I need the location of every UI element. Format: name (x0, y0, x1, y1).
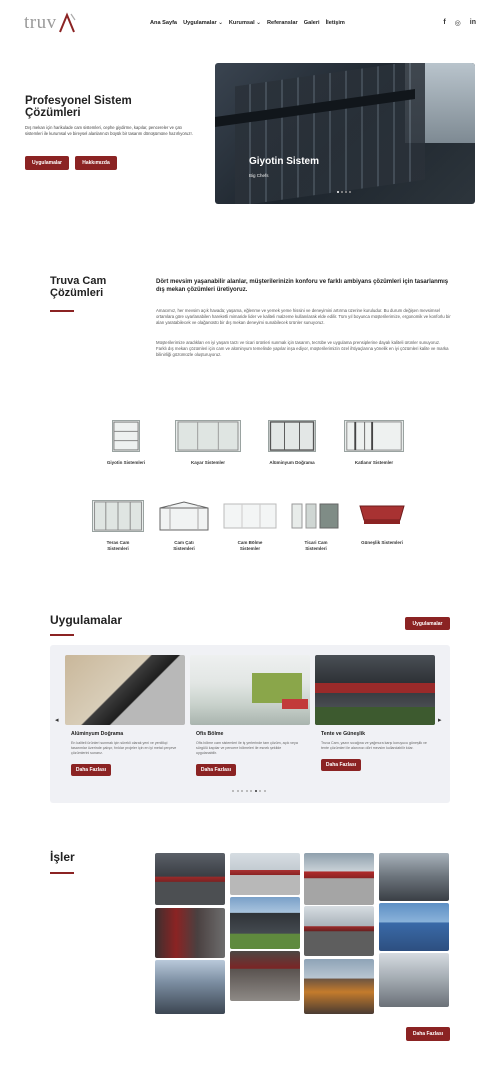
awning-icon (356, 500, 408, 532)
about-title: Truva Cam Çözümleri (50, 275, 107, 299)
glass-roof-icon (156, 500, 212, 532)
work-photo[interactable] (304, 906, 374, 956)
product-label: Cam Bölme Sistemler (237, 540, 263, 551)
product-label: Güneşlik Sistemleri (361, 540, 403, 545)
product-label: Katlanır Sistemler (354, 460, 394, 465)
logo-text: truv (24, 12, 57, 33)
main-nav (150, 20, 345, 26)
application-card[interactable] (190, 655, 310, 776)
product-aluminium[interactable] (260, 420, 324, 466)
product-label: Cam Çatı Sistemleri (173, 540, 195, 551)
social-links (443, 19, 476, 27)
product-folding[interactable] (340, 420, 408, 466)
card-more-button[interactable]: Daha Fazlası (196, 764, 236, 776)
work-photo[interactable] (379, 853, 449, 901)
carousel-next-icon[interactable]: ▸ (438, 717, 442, 724)
work-photo[interactable] (155, 908, 225, 958)
product-label: Alüminyum Doğrama (269, 460, 315, 465)
applications-title: Uygulamalar (50, 613, 123, 627)
about-paragraph-1: Amacımız, her mevsim açık havada; yaşama, eğlenme ve yemek yeme hissini ve deneyimini artırma üzerine kuruludur. Bu durum değişen mevsimsel ortamlara göre uyarlanabilen hareketli mimaride lider ve kaliteli malzeme kullanılarak elde edilir. Tüm yıl boyunca müşterilerimize, ergonomik ve konforlu bir alan yaratabilecek ve olağanüstü bir dış mekan deneyimi sunabilecek ürünler sunuyoruz. (156, 308, 451, 325)
about-title-underline (50, 310, 74, 312)
carousel-dots[interactable] (232, 790, 266, 792)
work-photo[interactable] (155, 853, 225, 905)
commercial-glass-icon (288, 500, 344, 532)
product-awning[interactable] (352, 500, 412, 546)
product-label: Kayar Sistemler (190, 460, 226, 465)
application-card[interactable] (65, 655, 185, 776)
slide-title: Giyotin Sistem (249, 156, 320, 167)
product-partition[interactable] (220, 500, 280, 551)
works-more-button[interactable]: Daha Fazlası (406, 1027, 450, 1041)
card-more-button[interactable]: Daha Fazlası (321, 759, 361, 771)
works-title: İşler (50, 850, 75, 864)
card-text: Ofis bölme cam sistemleri ile iş yerlerinde tam çözüm, açık veya sürgülü kapılar ve pencere bölmeleri ile esnek şekilde uygulanabilir. (196, 741, 298, 755)
card-title: Tente ve Güneşlik (321, 731, 366, 737)
nav-corporate[interactable]: Kurumsal ⌄ (228, 20, 261, 26)
hero-about-button[interactable]: Hakkımızda (75, 156, 117, 170)
work-photo[interactable] (230, 853, 300, 895)
slide-subtitle: Big Chefs (249, 173, 269, 178)
product-terrace[interactable] (86, 500, 150, 551)
work-photo[interactable] (230, 897, 300, 949)
work-photo[interactable] (379, 903, 449, 951)
glass-partition-icon (222, 500, 278, 532)
carousel-prev-icon[interactable]: ◂ (55, 717, 59, 724)
slide-building (235, 63, 425, 204)
linkedin-icon[interactable]: in (469, 19, 476, 26)
work-photo[interactable] (379, 953, 449, 1007)
applications-underline (50, 634, 74, 636)
awning-card-image (315, 655, 435, 725)
card-more-button[interactable]: Daha Fazlası (71, 764, 111, 776)
facebook-icon[interactable]: f (443, 19, 446, 26)
about-paragraph-2: Müşterilerimize aradıkları en iyi yaşam tarzı ve ticari ürünleri sunmak için tasarım, tecrübe ve uygulama prensiplerine dayalı kaliteli ürünler sunuyoruz. Farklı dış mekan çözümleri için cam ve alüminyum temelinde yapılar inşa ediyor, müşterilerimizin özel ihtiyaçlarına yönelik en iyi çözümleri kalite ve marka bilinirliği gözümüzle oluşturuyoruz. (156, 340, 449, 357)
product-commercial[interactable] (286, 500, 346, 551)
card-title: Ofis Bölme (196, 731, 224, 737)
work-photo[interactable] (155, 960, 225, 1014)
applications-all-button[interactable]: Uygulamalar (405, 617, 450, 630)
instagram-icon[interactable]: ◎ (454, 20, 461, 27)
work-photo[interactable] (304, 853, 374, 905)
slider-dots[interactable] (337, 191, 351, 193)
aluminium-card-image (65, 655, 185, 725)
site-header (0, 0, 500, 50)
card-title: Alüminyum Doğrama (71, 731, 124, 737)
hero-slider[interactable] (215, 63, 475, 204)
folding-system-icon (344, 420, 404, 452)
card-text: En kaliteli ürünleri sunmak için sürekli olarak yeni ve yenilikçi tasarımlar üzerinde çalışır, fırıklar projeler için en iyi metal çerçeve çözümlerini sunarız. (71, 741, 177, 755)
nav-gallery[interactable]: Galeri (303, 20, 320, 26)
product-glass-roof[interactable] (152, 500, 216, 551)
nav-references[interactable]: Referanslar (266, 20, 298, 26)
office-partition-card-image (190, 655, 310, 725)
sliding-system-icon (175, 420, 241, 452)
product-guillotine[interactable] (96, 420, 156, 466)
hero-title: Profesyonel Sistem Çözümleri (25, 95, 132, 119)
work-photo[interactable] (304, 959, 374, 1014)
logo-mark-icon (58, 12, 76, 34)
card-text: Truva Cam, yazın sıcağına ve yağmura karşı koruyucu güneşlik ve tente çözümleri ile alanınızı dört mevsim kullanılabilir kılar. (321, 741, 427, 750)
nav-applications[interactable]: Uygulamalar ⌄ (183, 20, 223, 26)
aluminium-frame-icon (268, 420, 316, 452)
about-lead: Dört mevsim yaşanabilir alanlar, müşterilerinizin konforu ve farklı ambiyans çözümleri için tasarlanmış dış mekan çözümleri üretiyoruz. (156, 279, 449, 293)
nav-home[interactable]: Ana Sayfa (150, 20, 178, 26)
application-card[interactable] (315, 655, 435, 771)
product-label: Teras Cam Sistemleri (106, 540, 130, 551)
hero-description: Dış mekan için harikulade cam sistemleri, cephe giydirme, kapılar, pencereler ve çatı sistemleri ile kurumsal ve bireysel alanlarınızı büyük bir tasarım dönüşümüne hazırlıyoruz!. (25, 125, 193, 136)
terrace-glass-icon (92, 500, 144, 532)
product-label: Ticari Cam Sistemleri (304, 540, 328, 551)
hero-applications-button[interactable]: Uygulamalar (25, 156, 69, 170)
nav-contact[interactable]: İletişim (325, 20, 345, 26)
product-sliding[interactable] (170, 420, 246, 466)
product-label: Giyotin Sistemleri (106, 460, 146, 465)
guillotine-system-icon (112, 420, 140, 452)
work-photo[interactable] (230, 951, 300, 1001)
truva-logo[interactable] (24, 12, 76, 36)
works-underline (50, 872, 74, 874)
